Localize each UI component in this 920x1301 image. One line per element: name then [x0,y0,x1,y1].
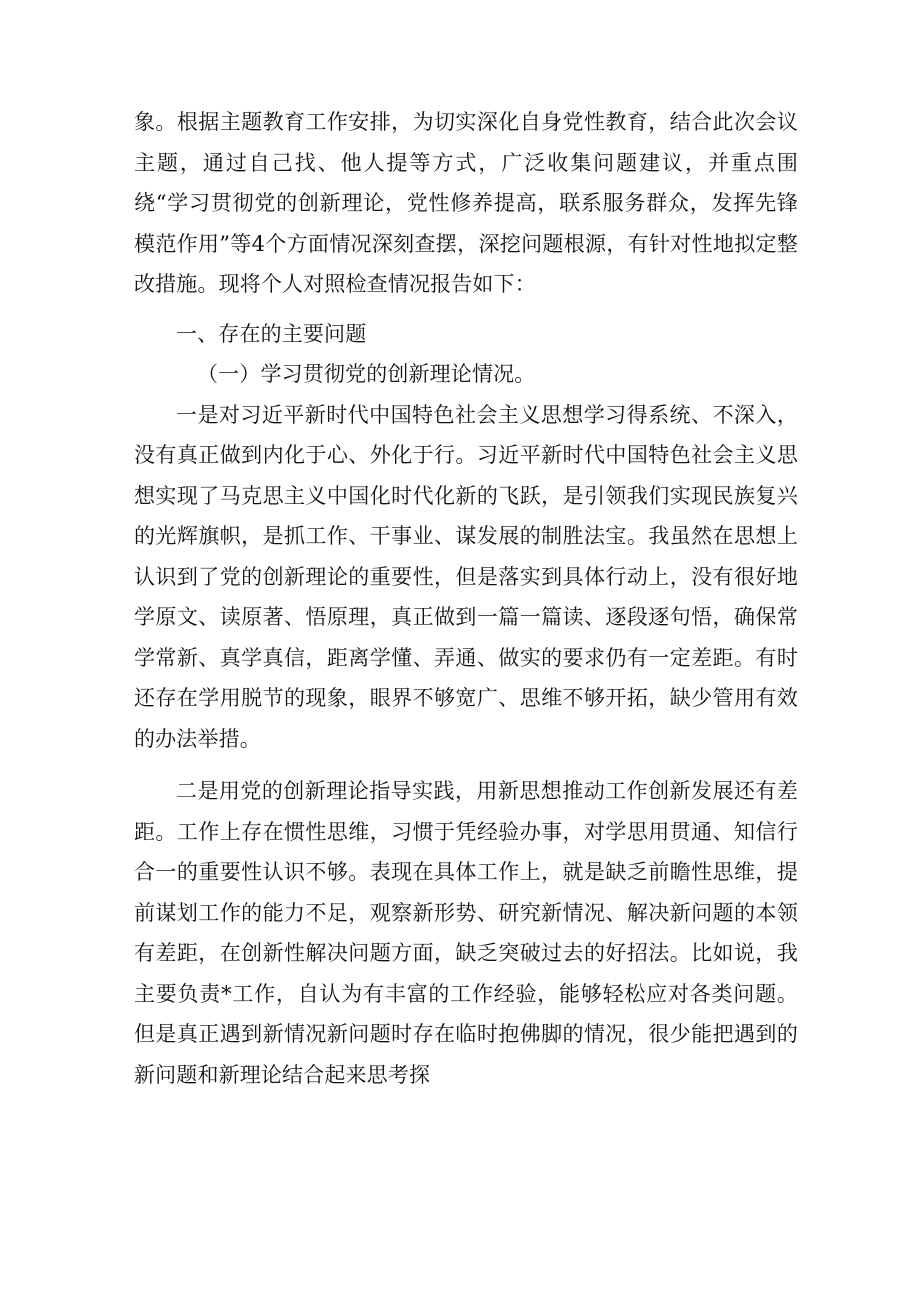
paragraph-point-two: 二是用党的创新理论指导实践，用新思想推动工作创新发展还有差距。工作上存在惯性思维，习惯于凭经验办事，对学思用贯通、知信行合一的重要性认识不够。表现在具体工作上，就是缺乏前瞻性思维，提前谋划工作的能力不足，观察新形势、研究新情况、解决新问题的本领有差距，在创新性解决问题方面，缺乏突破过去的好招法。比如说，我主要负责*工作，自认为有丰富的工作经验，能够轻松应对各类问题。但是真正遇到新情况新问题时存在临时抱佛脚的情况，很少能把遇到的新问题和新理论结合起来思考探 [134,779,798,1087]
paragraph-intro-continuation: 象。根据主题教育工作安排，为切实深化自身党性教育，结合此次会议主题，通过自己找、他人提等方式，广泛收集问题建议，并重点围绕“学习贯彻党的创新理论，党性修养提高，联系服务群众，发挥先锋模范作用”等4个方面情况深刻查摆，深挖问题根源，有针对性地拟定整改措施。现将个人对照检查情况报告如下： [134,110,798,296]
document-body [134,102,798,1095]
section-heading-main-problems: 一、存在的主要问题 [176,321,367,346]
subsection-heading-innovation-theory: （一）学习贯彻党的创新理论情况。 [197,362,536,386]
paragraph-point-one: 一是对习近平新时代中国特色社会主义思想学习得系统、不深入，没有真正做到内化于心、外化于行。习近平新时代中国特色社会主义思想实现了马克思主义中国化时代化新的飞跃，是引领我们实现民族复兴的光辉旗帜，是抓工作、干事业、谋发展的制胜法宝。我虽然在思想上认识到了党的创新理论的重要性，但是落实到具体行动上，没有很好地学原文、读原著、悟原理，真正做到一篇一篇读、逐段逐句悟，确保常学常新、真学真信，距离学懂、弄通、做实的要求仍有一定差距。有时还存在学用脱节的现象，眼界不够宽广、思维不够开拓，缺少管用有效的办法举措。 [134,402,798,751]
